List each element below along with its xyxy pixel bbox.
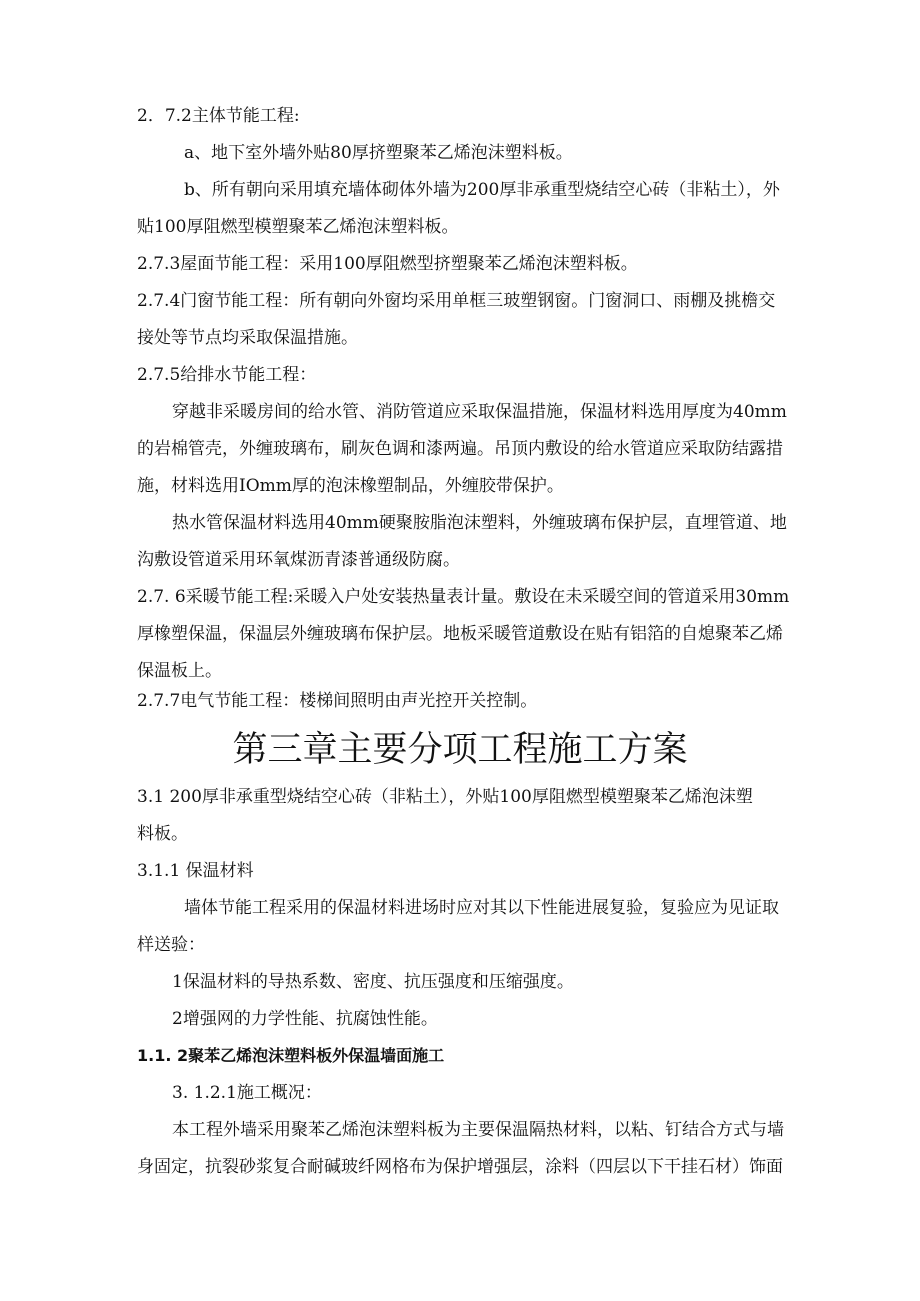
section-heading-2-7-2: 2．7.2主体节能工程:: [137, 106, 300, 126]
chapter-title: 第三章主要分项工程施工方案: [232, 730, 688, 770]
section-2-7-4-cont: 接处等节点均采取保温措施。: [137, 328, 358, 348]
list-item: 1保温材料的导热系数、密度、抗压强度和压缩强度。: [172, 972, 574, 992]
section-heading-3-1-1: 3.1.1 保温材料: [137, 861, 254, 881]
section-heading-3-1-2-1: 3. 1.2.1施工概况：: [172, 1083, 322, 1103]
item-b: b、所有朝向采用填充墙体砌体外墙为200厚非承重型烧结空心砖（非粘土），外: [184, 180, 780, 200]
paragraph-line: 保温板上。: [137, 661, 222, 681]
paragraph-line: 的岩棉管壳，外缠玻璃布，刷灰色调和漆两遍。吊顶内敷设的给水管道应采取防结露措: [137, 439, 783, 459]
item-b-cont: 贴100厚阻燃型模塑聚苯乙烯泡沫塑料板。: [137, 217, 459, 237]
section-heading-2-7-5: 2.7.5给排水节能工程：: [137, 365, 317, 385]
paragraph-line: 样送验：: [137, 935, 205, 955]
paragraph-line: 施，材料选用IOmm厚的泡沫橡塑制品，外缠胶带保护。: [137, 476, 564, 496]
paragraph-line: 厚橡塑保温，保温层外缠玻璃布保护层。地板采暖管道敷设在贴有铝箔的自熄聚苯乙烯: [137, 624, 783, 644]
section-heading-3-1-cont: 料板。: [137, 824, 188, 844]
paragraph-line: 墙体节能工程采用的保温材料进场时应对其以下性能进展复验，复验应为见证取: [184, 898, 779, 918]
section-heading-bold: 1.1. 2聚苯乙烯泡沫塑料板外保温墙面施工: [137, 1046, 445, 1065]
section-2-7-7: 2.7.7电气节能工程：楼梯间照明由声光控开关控制。: [137, 691, 538, 711]
section-heading-3-1: 3.1 200厚非承重型烧结空心砖（非粘土），外贴100厚阻燃型模塑聚苯乙烯泡沫塑: [137, 787, 753, 807]
paragraph-line: 热水管保温材料选用40mm硬聚胺脂泡沫塑料，外缠玻璃布保护层，直埋管道、地: [172, 513, 787, 533]
item-a: a、地下室外墙外贴80厚挤塑聚苯乙烯泡沫塑料板。: [184, 143, 573, 163]
paragraph-line: 沟敷设管道采用环氧煤沥青漆普通级防腐。: [137, 550, 460, 570]
list-item: 2增强网的力学性能、抗腐蚀性能。: [172, 1009, 438, 1029]
paragraph-line: 穿越非采暖房间的给水管、消防管道应采取保温措施，保温材料选用厚度为40mm: [172, 402, 787, 422]
paragraph-line: 本工程外墙采用聚苯乙烯泡沫塑料板为主要保温隔热材料，以粘、钉结合方式与墙: [172, 1120, 784, 1140]
paragraph-line: 身固定，抗裂砂浆复合耐碱玻纤网格布为保护增强层，涂料（四层以下干挂石材）饰面: [137, 1157, 783, 1177]
section-2-7-6: 2.7. 6采暖节能工程:采暖入户处安装热量表计量。敷设在未采暖空间的管道采用30mm: [137, 587, 790, 607]
section-2-7-4: 2.7.4门窗节能工程：所有朝向外窗均采用单框三玻塑钢窗。门窗洞口、雨棚及挑檐交: [137, 291, 776, 311]
section-2-7-3: 2.7.3屋面节能工程：采用100厚阻燃型挤塑聚苯乙烯泡沫塑料板。: [137, 254, 638, 274]
